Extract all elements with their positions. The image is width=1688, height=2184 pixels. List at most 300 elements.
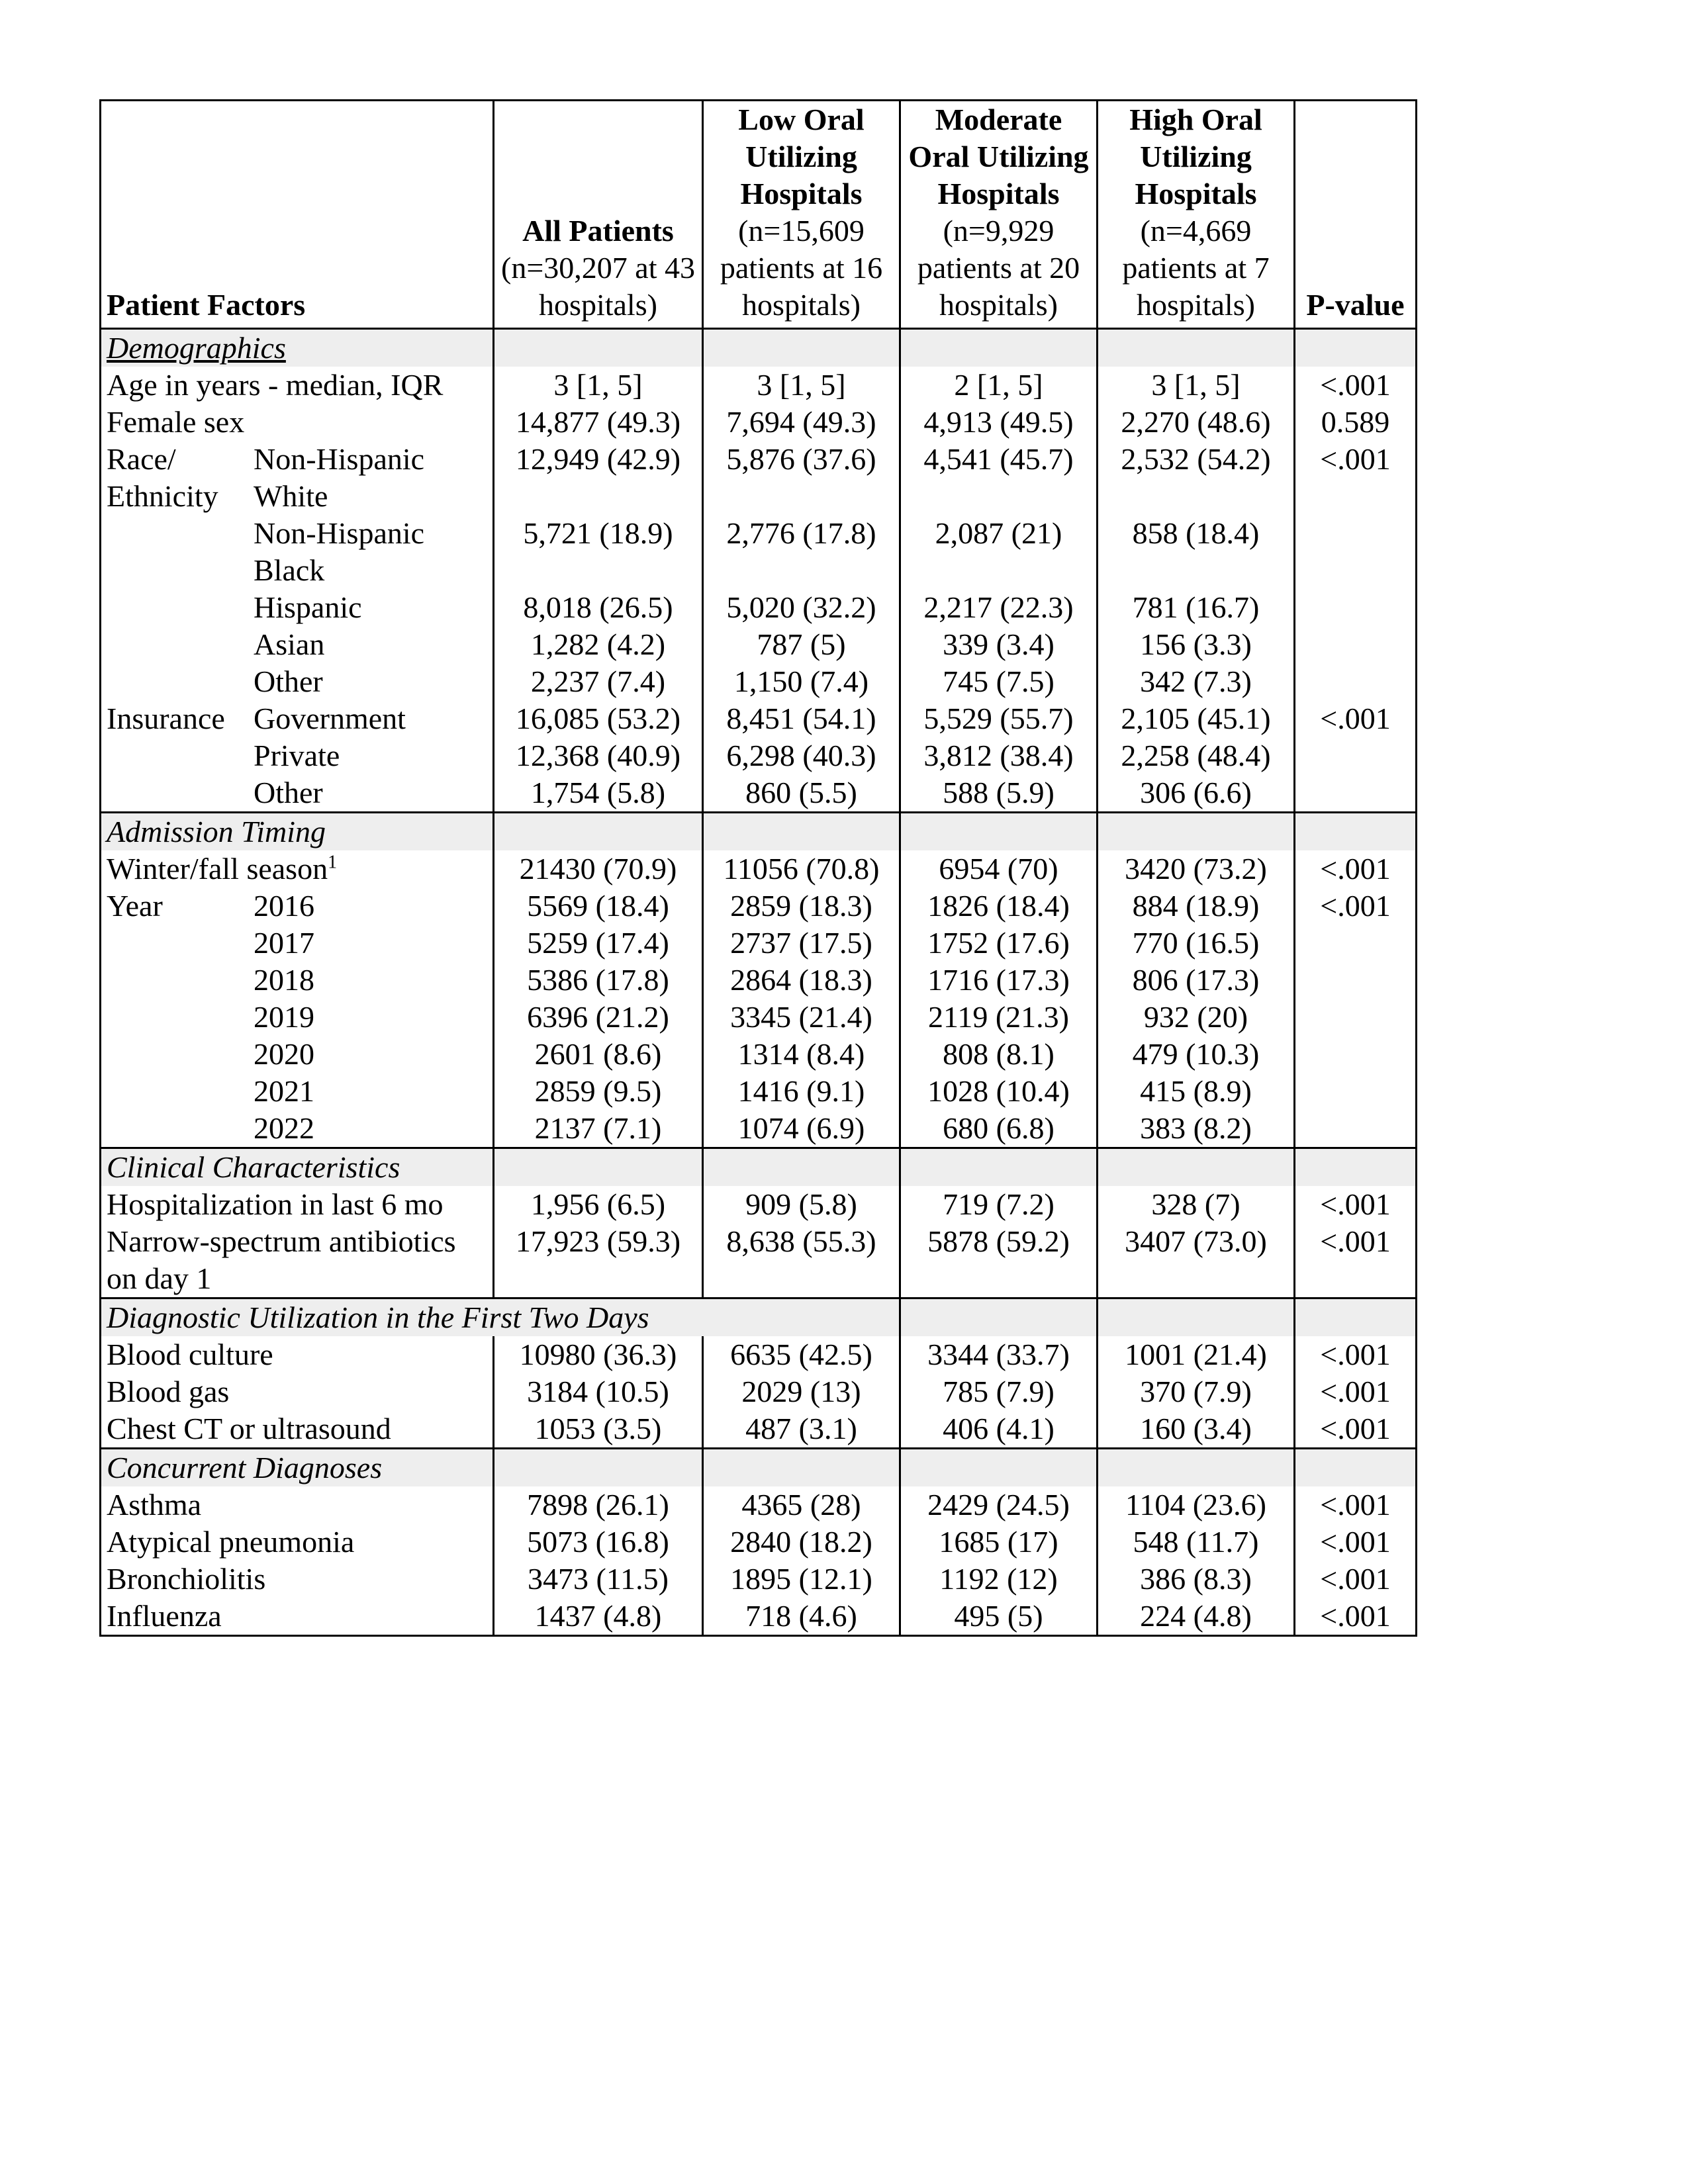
cell-all: 5259 (17.4) — [494, 925, 703, 962]
cell-p — [1295, 737, 1417, 774]
cell-high: 1104 (23.6) — [1098, 1486, 1295, 1524]
table-row — [101, 1186, 1417, 1223]
header-patient-factors: Patient Factors — [101, 101, 494, 329]
section-empty-cell — [900, 813, 1098, 851]
cell-high: 548 (11.7) — [1098, 1524, 1295, 1561]
row-label: Influenza — [107, 1599, 222, 1633]
section-title-cell — [101, 329, 494, 367]
table-row — [101, 1410, 1417, 1449]
cell-mod: 4,541 (45.7) — [900, 441, 1098, 515]
cell-high: 224 (4.8) — [1098, 1598, 1295, 1636]
table-row — [101, 515, 1417, 589]
header-all-title: All Patients — [522, 214, 674, 248]
cell-high: 2,258 (48.4) — [1098, 737, 1295, 774]
cell-low: 1314 (8.4) — [703, 1036, 900, 1073]
table-row — [101, 737, 1417, 774]
cell-mod: 1752 (17.6) — [900, 925, 1098, 962]
section-empty-cell — [1295, 1298, 1417, 1337]
section-empty-cell — [703, 1148, 900, 1187]
cell-low: 2864 (18.3) — [703, 962, 900, 999]
cell-high: 306 (6.6) — [1098, 774, 1295, 813]
row-label-cell — [101, 1110, 494, 1148]
cell-low: 5,020 (32.2) — [703, 589, 900, 626]
cell-all: 2859 (9.5) — [494, 1073, 703, 1110]
cell-p: <.001 — [1295, 700, 1417, 737]
cell-mod: 339 (3.4) — [900, 626, 1098, 663]
table-row — [101, 367, 1417, 404]
row-label-cell — [101, 1073, 494, 1110]
cell-mod: 1028 (10.4) — [900, 1073, 1098, 1110]
cell-all: 1053 (3.5) — [494, 1410, 703, 1449]
cell-high: 383 (8.2) — [1098, 1110, 1295, 1148]
cell-low: 4365 (28) — [703, 1486, 900, 1524]
section-empty-cell — [900, 1298, 1098, 1337]
cell-mod: 495 (5) — [900, 1598, 1098, 1636]
table-row — [101, 962, 1417, 999]
cell-low: 2029 (13) — [703, 1373, 900, 1410]
cell-mod: 3,812 (38.4) — [900, 737, 1098, 774]
cell-p: <.001 — [1295, 441, 1417, 515]
section-header-row — [101, 1449, 1417, 1487]
row-label-cell — [101, 367, 494, 404]
row-label-category: Insurance — [107, 702, 225, 735]
section-title-cell — [101, 1449, 494, 1487]
row-label-category — [107, 663, 254, 700]
row-label-subcategory: 2021 — [254, 1074, 314, 1108]
cell-all: 12,368 (40.9) — [494, 737, 703, 774]
row-label-group — [107, 626, 487, 663]
cell-low: 2737 (17.5) — [703, 925, 900, 962]
cell-low: 2840 (18.2) — [703, 1524, 900, 1561]
cell-all: 1,754 (5.8) — [494, 774, 703, 813]
row-label-subcategory: 2020 — [254, 1037, 314, 1071]
cell-high: 479 (10.3) — [1098, 1036, 1295, 1073]
cell-low: 5,876 (37.6) — [703, 441, 900, 515]
header-all-patients — [494, 101, 703, 329]
row-label-cell — [101, 1373, 494, 1410]
row-label-cell — [101, 737, 494, 774]
row-label: Hospitalization in last 6 mo — [107, 1187, 444, 1221]
cell-low: 2,776 (17.8) — [703, 515, 900, 589]
cell-p — [1295, 999, 1417, 1036]
row-label-subcategory: Other — [254, 776, 323, 809]
section-empty-cell — [1295, 813, 1417, 851]
table-row — [101, 1373, 1417, 1410]
section-empty-cell — [1098, 1148, 1295, 1187]
row-label-subcategory: Hispanic — [254, 590, 362, 624]
cell-high: 415 (8.9) — [1098, 1073, 1295, 1110]
cell-p: <.001 — [1295, 850, 1417, 887]
section-title: Clinical Characteristics — [107, 1150, 400, 1184]
row-label-group — [107, 1110, 487, 1147]
cell-p: <.001 — [1295, 1186, 1417, 1223]
row-label-group — [107, 663, 487, 700]
header-all-sub: (n=30,207 at 43 hospitals) — [501, 251, 695, 322]
cell-low: 1,150 (7.4) — [703, 663, 900, 700]
cell-all: 14,877 (49.3) — [494, 404, 703, 441]
cell-low: 11056 (70.8) — [703, 850, 900, 887]
cell-high: 806 (17.3) — [1098, 962, 1295, 999]
cell-all: 3473 (11.5) — [494, 1561, 703, 1598]
table-row — [101, 1073, 1417, 1110]
row-label-category — [107, 1110, 254, 1147]
header-moderate-oral — [900, 101, 1098, 329]
cell-p: <.001 — [1295, 1410, 1417, 1449]
patient-factors-table — [99, 99, 1417, 1637]
table-row — [101, 1561, 1417, 1598]
cell-mod: 6954 (70) — [900, 850, 1098, 887]
cell-p — [1295, 626, 1417, 663]
section-title: Demographics — [107, 331, 286, 365]
cell-all: 3184 (10.5) — [494, 1373, 703, 1410]
cell-all: 2137 (7.1) — [494, 1110, 703, 1148]
cell-all: 12,949 (42.9) — [494, 441, 703, 515]
cell-all: 3 [1, 5] — [494, 367, 703, 404]
cell-high: 2,532 (54.2) — [1098, 441, 1295, 515]
cell-high: 386 (8.3) — [1098, 1561, 1295, 1598]
cell-low: 8,451 (54.1) — [703, 700, 900, 737]
row-label-cell — [101, 515, 494, 589]
table-row — [101, 404, 1417, 441]
cell-mod: 808 (8.1) — [900, 1036, 1098, 1073]
cell-high: 884 (18.9) — [1098, 887, 1295, 925]
table-row — [101, 999, 1417, 1036]
row-label-subcategory: Non-Hispanic White — [254, 442, 425, 513]
cell-high: 3420 (73.2) — [1098, 850, 1295, 887]
row-label-cell — [101, 774, 494, 813]
cell-p — [1295, 962, 1417, 999]
table-row — [101, 441, 1417, 515]
row-label: Age in years - median, IQR — [107, 368, 444, 402]
section-empty-cell — [1295, 329, 1417, 367]
row-label-group — [107, 589, 487, 626]
table-row — [101, 1223, 1417, 1298]
cell-high: 370 (7.9) — [1098, 1373, 1295, 1410]
row-label-cell — [101, 850, 494, 887]
cell-low: 487 (3.1) — [703, 1410, 900, 1449]
row-label-subcategory: Other — [254, 664, 323, 698]
row-label-cell — [101, 1561, 494, 1598]
cell-low: 8,638 (55.3) — [703, 1223, 900, 1298]
cell-mod: 2119 (21.3) — [900, 999, 1098, 1036]
row-label-subcategory: Asian — [254, 627, 325, 661]
row-label-cell — [101, 589, 494, 626]
header-low-sub: (n=15,609 patients at 16 hospitals) — [720, 214, 883, 322]
row-label-subcategory: 2019 — [254, 1000, 314, 1034]
section-empty-cell — [703, 329, 900, 367]
section-empty-cell — [703, 813, 900, 851]
cell-mod: 4,913 (49.5) — [900, 404, 1098, 441]
cell-mod: 1685 (17) — [900, 1524, 1098, 1561]
row-label-cell — [101, 1186, 494, 1223]
row-label-cell — [101, 1598, 494, 1636]
cell-all: 1,282 (4.2) — [494, 626, 703, 663]
row-label: Bronchiolitis — [107, 1562, 266, 1596]
cell-all: 17,923 (59.3) — [494, 1223, 703, 1298]
row-label: Blood culture — [107, 1338, 273, 1371]
cell-low: 909 (5.8) — [703, 1186, 900, 1223]
row-label-category: Race/ Ethnicity — [107, 442, 218, 513]
cell-low: 1895 (12.1) — [703, 1561, 900, 1598]
row-label-cell — [101, 887, 494, 925]
cell-p — [1295, 1036, 1417, 1073]
table-row — [101, 700, 1417, 737]
cell-mod: 406 (4.1) — [900, 1410, 1098, 1449]
cell-high: 156 (3.3) — [1098, 626, 1295, 663]
row-label: Narrow-spectrum antibiotics on day 1 — [107, 1224, 456, 1295]
header-mod-title: Moderate Oral Utilizing Hospitals — [908, 103, 1089, 210]
cell-high: 781 (16.7) — [1098, 589, 1295, 626]
cell-p — [1295, 515, 1417, 589]
table-row — [101, 1524, 1417, 1561]
header-low-title: Low Oral Utilizing Hospitals — [738, 103, 865, 210]
section-empty-cell — [703, 1449, 900, 1487]
cell-mod: 2,087 (21) — [900, 515, 1098, 589]
table-row — [101, 1036, 1417, 1073]
section-empty-cell — [1295, 1148, 1417, 1187]
cell-all: 5386 (17.8) — [494, 962, 703, 999]
cell-p: <.001 — [1295, 367, 1417, 404]
section-empty-cell — [900, 1148, 1098, 1187]
cell-all: 5,721 (18.9) — [494, 515, 703, 589]
header-high-oral — [1098, 101, 1295, 329]
cell-all: 10980 (36.3) — [494, 1336, 703, 1373]
row-label-cell — [101, 999, 494, 1036]
cell-mod: 1826 (18.4) — [900, 887, 1098, 925]
cell-high: 328 (7) — [1098, 1186, 1295, 1223]
row-label-cell — [101, 1036, 494, 1073]
section-empty-cell — [1098, 1449, 1295, 1487]
table-row — [101, 1110, 1417, 1148]
table-row — [101, 626, 1417, 663]
cell-low: 787 (5) — [703, 626, 900, 663]
row-label-group — [107, 925, 487, 962]
row-label-cell — [101, 1524, 494, 1561]
row-label-cell — [101, 1336, 494, 1373]
footnote-marker: 1 — [328, 852, 338, 873]
section-title-cell — [101, 1298, 900, 1337]
section-title: Diagnostic Utilization in the First Two Days — [107, 1300, 649, 1334]
cell-all: 2,237 (7.4) — [494, 663, 703, 700]
cell-low: 7,694 (49.3) — [703, 404, 900, 441]
row-label-cell — [101, 1223, 494, 1298]
row-label-subcategory: 2016 — [254, 889, 314, 923]
row-label-cell — [101, 441, 494, 515]
header-high-sub: (n=4,669 patients at 7 hospitals) — [1122, 214, 1270, 322]
cell-all: 5073 (16.8) — [494, 1524, 703, 1561]
cell-all: 5569 (18.4) — [494, 887, 703, 925]
table-row — [101, 925, 1417, 962]
header-high-title: High Oral Utilizing Hospitals — [1129, 103, 1262, 210]
header-row — [101, 101, 1417, 329]
section-title-cell — [101, 1148, 494, 1187]
section-empty-cell — [494, 1148, 703, 1187]
cell-low: 718 (4.6) — [703, 1598, 900, 1636]
cell-mod: 1192 (12) — [900, 1561, 1098, 1598]
row-label-group — [107, 441, 487, 515]
cell-all: 2601 (8.6) — [494, 1036, 703, 1073]
row-label-category — [107, 962, 254, 999]
cell-mod: 745 (7.5) — [900, 663, 1098, 700]
section-header-row — [101, 1148, 1417, 1187]
section-empty-cell — [900, 329, 1098, 367]
cell-p: <.001 — [1295, 1561, 1417, 1598]
cell-p — [1295, 589, 1417, 626]
row-label: Asthma — [107, 1488, 202, 1522]
cell-p — [1295, 774, 1417, 813]
section-empty-cell — [494, 329, 703, 367]
cell-high: 770 (16.5) — [1098, 925, 1295, 962]
cell-low: 6635 (42.5) — [703, 1336, 900, 1373]
row-label-cell — [101, 626, 494, 663]
row-label-group — [107, 1073, 487, 1110]
cell-all: 6396 (21.2) — [494, 999, 703, 1036]
row-label-group — [107, 737, 487, 774]
header-low-oral — [703, 101, 900, 329]
table-body — [101, 329, 1417, 1636]
row-label-cell — [101, 1410, 494, 1449]
cell-high: 932 (20) — [1098, 999, 1295, 1036]
cell-p: <.001 — [1295, 1486, 1417, 1524]
table-row — [101, 1598, 1417, 1636]
row-label: Blood gas — [107, 1375, 230, 1408]
cell-mod: 2429 (24.5) — [900, 1486, 1098, 1524]
row-label-cell — [101, 962, 494, 999]
row-label: Female sex — [107, 405, 245, 439]
cell-low: 860 (5.5) — [703, 774, 900, 813]
row-label-group — [107, 887, 487, 925]
header-mod-sub: (n=9,929 patients at 20 hospitals) — [917, 214, 1080, 322]
cell-p: <.001 — [1295, 1524, 1417, 1561]
cell-mod: 5878 (59.2) — [900, 1223, 1098, 1298]
row-label-group — [107, 774, 487, 811]
cell-mod: 5,529 (55.7) — [900, 700, 1098, 737]
section-empty-cell — [1295, 1449, 1417, 1487]
cell-low: 1416 (9.1) — [703, 1073, 900, 1110]
row-label-subcategory: Government — [254, 702, 406, 735]
row-label-group — [107, 515, 487, 589]
row-label-category — [107, 737, 254, 774]
row-label-category — [107, 515, 254, 589]
row-label-subcategory: 2018 — [254, 963, 314, 997]
row-label: Atypical pneumonia — [107, 1525, 355, 1559]
cell-low: 2859 (18.3) — [703, 887, 900, 925]
cell-mod: 680 (6.8) — [900, 1110, 1098, 1148]
cell-mod: 719 (7.2) — [900, 1186, 1098, 1223]
cell-p — [1295, 925, 1417, 962]
row-label: Chest CT or ultrasound — [107, 1412, 391, 1445]
section-empty-cell — [1098, 329, 1295, 367]
header-p-value: P-value — [1295, 101, 1417, 329]
row-label-category — [107, 925, 254, 962]
cell-mod: 2 [1, 5] — [900, 367, 1098, 404]
cell-p: <.001 — [1295, 1373, 1417, 1410]
cell-p — [1295, 1110, 1417, 1148]
table-row — [101, 1486, 1417, 1524]
section-empty-cell — [494, 813, 703, 851]
row-label-category: Year — [107, 889, 163, 923]
row-label-cell — [101, 663, 494, 700]
cell-all: 1437 (4.8) — [494, 1598, 703, 1636]
cell-all: 16,085 (53.2) — [494, 700, 703, 737]
row-label-category — [107, 1036, 254, 1073]
row-label-category — [107, 774, 254, 811]
cell-low: 3 [1, 5] — [703, 367, 900, 404]
cell-low: 1074 (6.9) — [703, 1110, 900, 1148]
cell-p: <.001 — [1295, 887, 1417, 925]
cell-p — [1295, 663, 1417, 700]
section-header-row — [101, 813, 1417, 851]
cell-high: 858 (18.4) — [1098, 515, 1295, 589]
cell-high: 3407 (73.0) — [1098, 1223, 1295, 1298]
row-label-category — [107, 999, 254, 1036]
table-row — [101, 887, 1417, 925]
cell-mod: 785 (7.9) — [900, 1373, 1098, 1410]
cell-p: <.001 — [1295, 1598, 1417, 1636]
cell-high: 3 [1, 5] — [1098, 367, 1295, 404]
cell-p: <.001 — [1295, 1223, 1417, 1298]
table-row — [101, 1336, 1417, 1373]
cell-mod: 1716 (17.3) — [900, 962, 1098, 999]
cell-p — [1295, 1073, 1417, 1110]
row-label-group — [107, 962, 487, 999]
row-label-subcategory: 2017 — [254, 926, 314, 960]
row-label-cell — [101, 1486, 494, 1524]
section-header-row — [101, 329, 1417, 367]
cell-all: 8,018 (26.5) — [494, 589, 703, 626]
cell-all: 21430 (70.9) — [494, 850, 703, 887]
cell-high: 342 (7.3) — [1098, 663, 1295, 700]
row-label-category — [107, 626, 254, 663]
row-label-cell — [101, 925, 494, 962]
cell-low: 3345 (21.4) — [703, 999, 900, 1036]
cell-mod: 3344 (33.7) — [900, 1336, 1098, 1373]
section-title-cell — [101, 813, 494, 851]
table-row — [101, 589, 1417, 626]
row-label-cell — [101, 700, 494, 737]
row-label-category — [107, 589, 254, 626]
row-label-subcategory: Private — [254, 739, 340, 772]
cell-high: 1001 (21.4) — [1098, 1336, 1295, 1373]
cell-high: 2,270 (48.6) — [1098, 404, 1295, 441]
row-label-group — [107, 1036, 487, 1073]
section-empty-cell — [1098, 813, 1295, 851]
table-row — [101, 774, 1417, 813]
section-empty-cell — [1098, 1298, 1295, 1337]
section-title: Admission Timing — [107, 815, 326, 848]
cell-p: <.001 — [1295, 1336, 1417, 1373]
row-label: Winter/fall season — [107, 852, 328, 886]
cell-all: 1,956 (6.5) — [494, 1186, 703, 1223]
cell-high: 160 (3.4) — [1098, 1410, 1295, 1449]
table-row — [101, 663, 1417, 700]
section-title: Concurrent Diagnoses — [107, 1451, 383, 1484]
section-empty-cell — [494, 1449, 703, 1487]
row-label-group — [107, 700, 487, 737]
section-empty-cell — [900, 1449, 1098, 1487]
cell-mod: 588 (5.9) — [900, 774, 1098, 813]
row-label-subcategory: Non-Hispanic Black — [254, 516, 425, 587]
cell-all: 7898 (26.1) — [494, 1486, 703, 1524]
table-row — [101, 850, 1417, 887]
cell-low: 6,298 (40.3) — [703, 737, 900, 774]
row-label-group — [107, 999, 487, 1036]
row-label-cell — [101, 404, 494, 441]
cell-p: 0.589 — [1295, 404, 1417, 441]
section-header-row — [101, 1298, 1417, 1337]
cell-mod: 2,217 (22.3) — [900, 589, 1098, 626]
cell-high: 2,105 (45.1) — [1098, 700, 1295, 737]
